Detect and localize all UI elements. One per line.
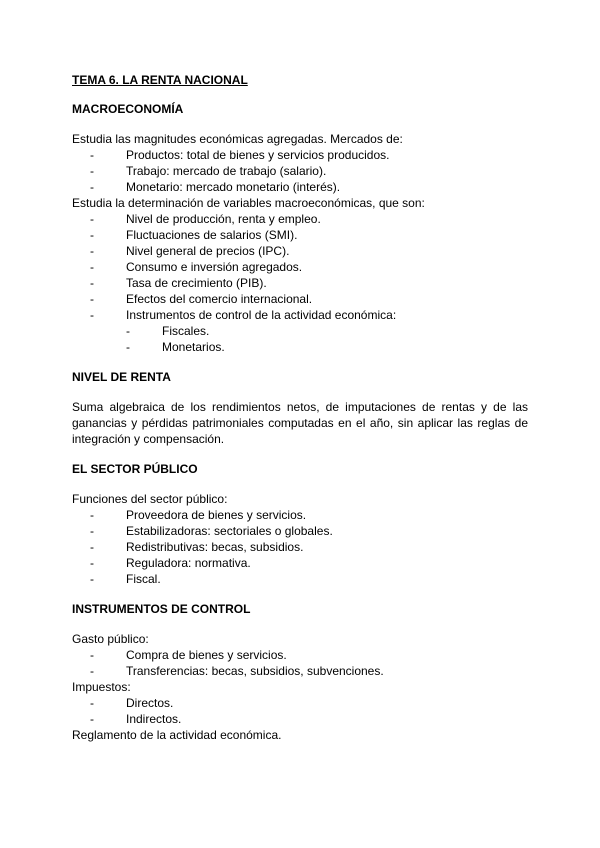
macro-intro-markets: Estudia las magnitudes económicas agregadas. Mercados de: <box>72 132 403 146</box>
macro-intro-variables: Estudia la determinación de variables macroeconómicas, que son: <box>72 196 425 210</box>
list-item: - Proveedora de bienes y servicios. <box>90 507 528 523</box>
document-title: TEMA 6. LA RENTA NACIONAL <box>72 73 248 87</box>
sector-intro: Funciones del sector público: <box>72 492 228 506</box>
list-item: - Monetario: mercado monetario (interés). <box>90 179 528 195</box>
variables-list <box>72 211 528 355</box>
gasto-publico-label: Gasto público: <box>72 632 149 646</box>
list-item: - Directos. <box>90 695 528 711</box>
list-item: - Tasa de crecimiento (PIB). <box>90 275 528 291</box>
list-item: - Trabajo: mercado de trabajo (salario). <box>90 163 528 179</box>
sub-list-item: - Fiscales. <box>126 323 528 339</box>
heading-macroeconomia: MACROECONOMÍA <box>72 102 184 116</box>
heading-sector-publico: EL SECTOR PÚBLICO <box>72 462 198 476</box>
sub-list-item: - Monetarios. <box>126 339 528 355</box>
list-item: - Instrumentos de control de la actividad económica: <box>90 307 528 323</box>
impuestos-list <box>72 695 528 727</box>
list-item: - Productos: total de bienes y servicios producidos. <box>90 147 528 163</box>
gasto-list <box>72 647 528 679</box>
renta-paragraph: Suma algebraica de los rendimientos netos, de imputaciones de rentas y de las ganancias y pérdidas patrimoniales computadas en el año, sin aplicar las reglas de integración y compensación. <box>72 400 528 446</box>
list-item: - Fluctuaciones de salarios (SMI). <box>90 227 528 243</box>
list-item: - Compra de bienes y servicios. <box>90 647 528 663</box>
reglamento-line: Reglamento de la actividad económica. <box>72 728 282 742</box>
markets-list <box>72 147 528 195</box>
list-item: - Consumo e inversión agregados. <box>90 259 528 275</box>
list-item: - Fiscal. <box>90 571 528 587</box>
list-item: - Indirectos. <box>90 711 528 727</box>
list-item: - Efectos del comercio internacional. <box>90 291 528 307</box>
list-item: - Nivel general de precios (IPC). <box>90 243 528 259</box>
list-item: - Estabilizadoras: sectoriales o globales. <box>90 523 528 539</box>
document-page <box>72 72 528 743</box>
list-item: - Reguladora: normativa. <box>90 555 528 571</box>
heading-nivel-de-renta: NIVEL DE RENTA <box>72 370 171 384</box>
list-item: - Redistributivas: becas, subsidios. <box>90 539 528 555</box>
sector-functions-list <box>72 507 528 587</box>
list-item: - Nivel de producción, renta y empleo. <box>90 211 528 227</box>
heading-instrumentos-de-control: INSTRUMENTOS DE CONTROL <box>72 602 251 616</box>
list-item: - Transferencias: becas, subsidios, subvenciones. <box>90 663 528 679</box>
impuestos-label: Impuestos: <box>72 680 131 694</box>
